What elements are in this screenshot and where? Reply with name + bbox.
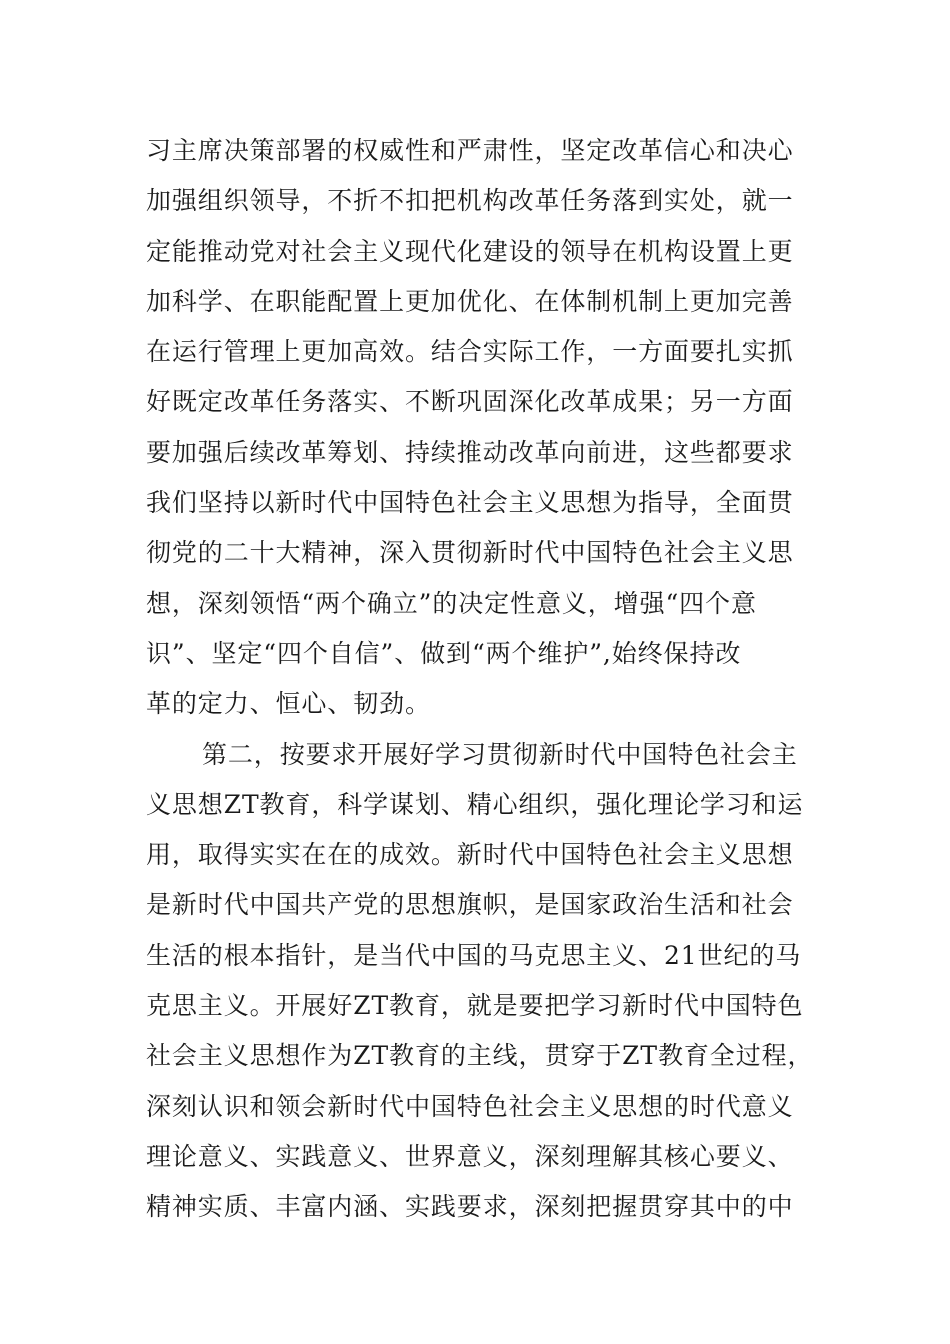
text-line: 精神实质、丰富内涵、实践要求，深刻把握贯穿其中的中 (146, 1192, 794, 1222)
text-line: 好既定改革任务落实、不断巩固深化改革成果；另一方面 (146, 387, 794, 417)
paragraph-start-line: 第二，按要求开展好学习贯彻新时代中国特色社会主 (202, 739, 798, 769)
text-line: 我们坚持以新时代中国特色社会主义思想为指导，全面贯 (146, 488, 794, 518)
text-line: 用，取得实实在在的成效。新时代中国特色社会主义思想 (146, 840, 794, 870)
text-line: 彻党的二十大精神，深入贯彻新时代中国特色社会主义思 (146, 538, 794, 568)
text-line: 在运行管理上更加高效。结合实际工作，一方面要扎实抓 (146, 337, 794, 367)
text-line: 社会主义思想作为ZT教育的主线，贯穿于ZT教育全过程， (146, 1041, 814, 1071)
text-line: 革的定力、恒心、韧劲。 (146, 689, 431, 719)
text-line: 识”、坚定“四个自信”、做到“两个维护”,始终保持改 (146, 638, 742, 668)
text-line: 定能推动党对社会主义现代化建设的领导在机构设置上更 (146, 236, 794, 266)
text-line: 要加强后续改革筹划、持续推动改革向前进，这些都要求 (146, 437, 794, 467)
body-text (146, 126, 818, 1233)
text-line: 习主席决策部署的权威性和严肃性，坚定改革信心和决心 (146, 136, 794, 165)
text-line: 克思主义。开展好ZT教育，就是要把学习新时代中国特色 (146, 991, 804, 1021)
text-line: 是新时代中国共产党的思想旗帜，是国家政治生活和社会 (146, 890, 794, 920)
text-line: 想，深刻领悟“两个确立”的决定性意义，增强“四个意 (146, 588, 757, 618)
text-line: 生活的根本指针，是当代中国的马克思主义、21世纪的马 (146, 940, 802, 970)
text-line: 深刻认识和领会新时代中国特色社会主义思想的时代意义 (146, 1091, 794, 1121)
text-line: 加科学、在职能配置上更加优化、在体制机制上更加完善 (146, 286, 794, 316)
text-line: 理论意义、实践意义、世界意义，深刻理解其核心要义、 (146, 1141, 794, 1171)
text-line: 义思想ZT教育，科学谋划、精心组织，强化理论学习和运 (146, 789, 804, 819)
text-line: 加强组织领导，不折不扣把机构改革任务落到实处，就一 (146, 186, 794, 216)
